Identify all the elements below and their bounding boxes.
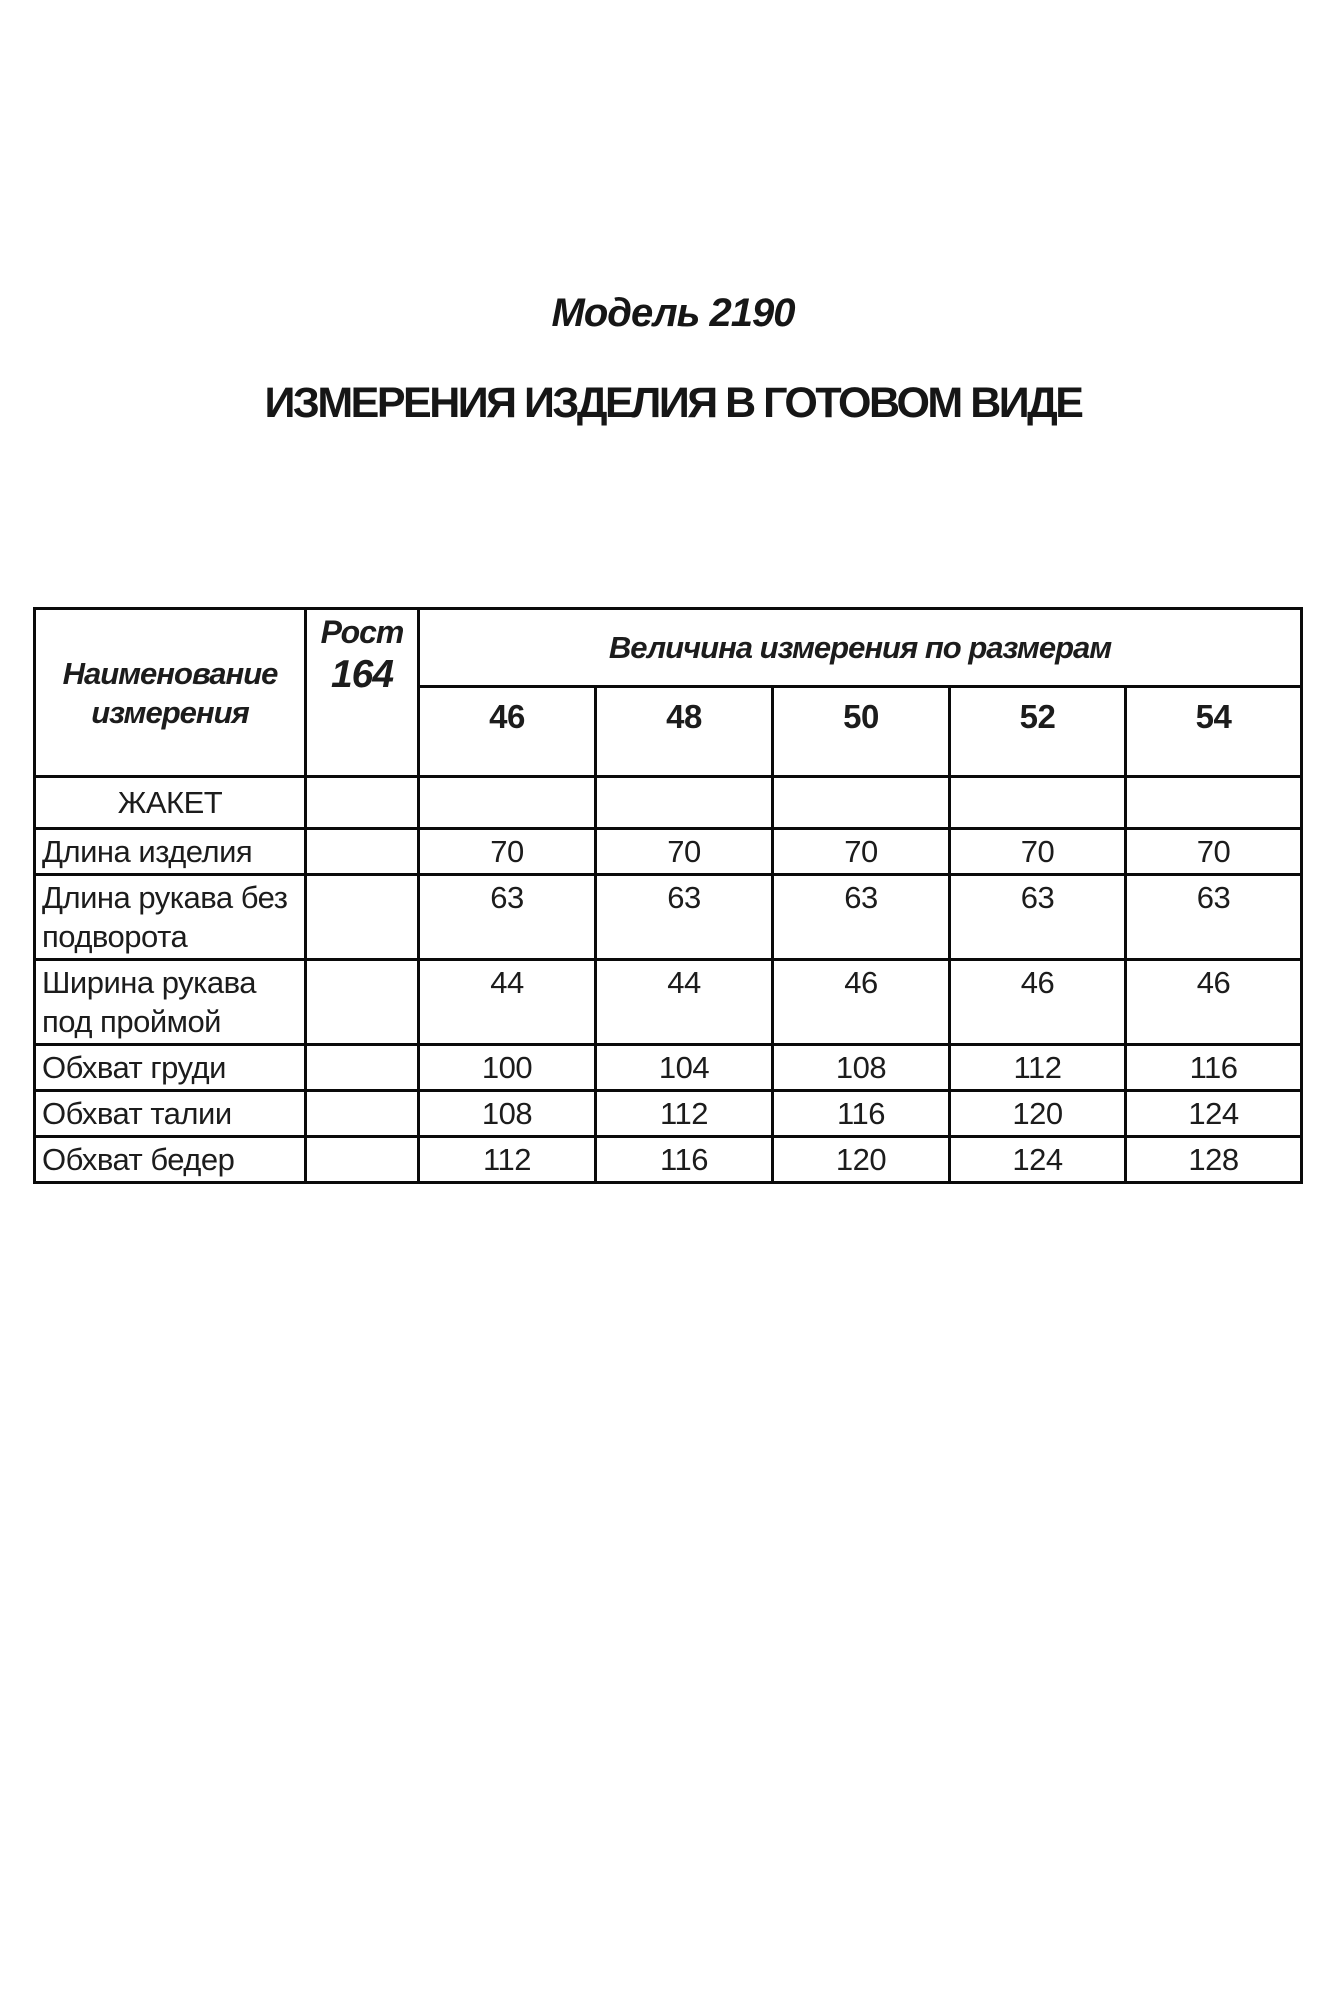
measurement-value-cell: 112 bbox=[950, 1045, 1126, 1091]
measurement-value-cell: 120 bbox=[773, 1137, 950, 1183]
size-column-header: 52 bbox=[950, 687, 1126, 777]
measurement-name-cell: Длина рукава без подворота bbox=[35, 875, 306, 960]
measurement-value-cell: 63 bbox=[1126, 875, 1302, 960]
measurement-value-cell: 63 bbox=[773, 875, 950, 960]
table-row bbox=[35, 1045, 1302, 1091]
size-column-header: 54 bbox=[1126, 687, 1302, 777]
page-subtitle: ИЗМЕРЕНИЯ ИЗДЕЛИЯ В ГОТОВОМ ВИДЕ bbox=[264, 379, 1082, 427]
measurement-value-cell: 112 bbox=[419, 1137, 596, 1183]
measurement-value-cell: 46 bbox=[1126, 960, 1302, 1045]
measurement-value-cell: 112 bbox=[596, 1091, 773, 1137]
empty-cell bbox=[950, 777, 1126, 829]
empty-cell bbox=[306, 875, 419, 960]
measurement-value-cell: 108 bbox=[773, 1045, 950, 1091]
height-value: 164 bbox=[330, 653, 394, 696]
measurement-value-cell: 63 bbox=[419, 875, 596, 960]
measurement-value-cell: 70 bbox=[773, 829, 950, 875]
empty-cell bbox=[1126, 777, 1302, 829]
empty-cell bbox=[306, 1091, 419, 1137]
measurement-value-cell: 70 bbox=[950, 829, 1126, 875]
measurement-name-cell: Обхват талии bbox=[35, 1091, 306, 1137]
empty-cell bbox=[306, 1045, 419, 1091]
measurement-value-cell: 100 bbox=[419, 1045, 596, 1091]
table-row bbox=[35, 875, 1302, 960]
measurement-value-cell: 44 bbox=[596, 960, 773, 1045]
measurement-name-cell: Обхват бедер bbox=[35, 1137, 306, 1183]
measurement-value-cell: 46 bbox=[773, 960, 950, 1045]
empty-cell bbox=[306, 829, 419, 875]
measurement-name-cell: Длина изделия bbox=[35, 829, 306, 875]
table-row bbox=[35, 960, 1302, 1045]
measurement-value-cell: 63 bbox=[950, 875, 1126, 960]
measurement-value-cell: 70 bbox=[419, 829, 596, 875]
model-title: Модель 2190 bbox=[551, 291, 795, 335]
measurement-value-cell: 128 bbox=[1126, 1137, 1302, 1183]
column-header-sizes-group: Величина измерения по размерам bbox=[419, 609, 1302, 687]
column-header-measurement-name: Наименование измерения bbox=[35, 609, 306, 777]
section-label: ЖАКЕТ bbox=[35, 777, 306, 829]
measurement-value-cell: 70 bbox=[1126, 829, 1302, 875]
measurement-value-cell: 116 bbox=[1126, 1045, 1302, 1091]
measurement-value-cell: 70 bbox=[596, 829, 773, 875]
table-row bbox=[35, 1091, 1302, 1137]
measurement-value-cell: 124 bbox=[1126, 1091, 1302, 1137]
size-column-header: 48 bbox=[596, 687, 773, 777]
measurement-value-cell: 116 bbox=[596, 1137, 773, 1183]
table-row bbox=[35, 1137, 1302, 1183]
measurement-value-cell: 46 bbox=[950, 960, 1126, 1045]
empty-cell bbox=[306, 1137, 419, 1183]
section-row-jacket bbox=[35, 777, 1302, 829]
empty-cell bbox=[306, 960, 419, 1045]
empty-cell bbox=[773, 777, 950, 829]
measurement-value-cell: 108 bbox=[419, 1091, 596, 1137]
measurement-value-cell: 63 bbox=[596, 875, 773, 960]
table-header-row-group bbox=[35, 609, 1302, 687]
table-row bbox=[35, 829, 1302, 875]
measurement-value-cell: 104 bbox=[596, 1045, 773, 1091]
measurement-value-cell: 116 bbox=[773, 1091, 950, 1137]
measurements-table bbox=[33, 607, 1303, 1184]
measurement-value-cell: 44 bbox=[419, 960, 596, 1045]
measurement-name-cell: Обхват груди bbox=[35, 1045, 306, 1091]
height-label: Рост bbox=[320, 614, 404, 650]
empty-cell bbox=[419, 777, 596, 829]
measurement-value-cell: 120 bbox=[950, 1091, 1126, 1137]
size-column-header: 46 bbox=[419, 687, 596, 777]
column-header-height bbox=[306, 609, 419, 777]
measurement-name-cell: Ширина рукава под проймой bbox=[35, 960, 306, 1045]
empty-cell bbox=[596, 777, 773, 829]
size-column-header: 50 bbox=[773, 687, 950, 777]
empty-cell bbox=[306, 777, 419, 829]
measurement-value-cell: 124 bbox=[950, 1137, 1126, 1183]
